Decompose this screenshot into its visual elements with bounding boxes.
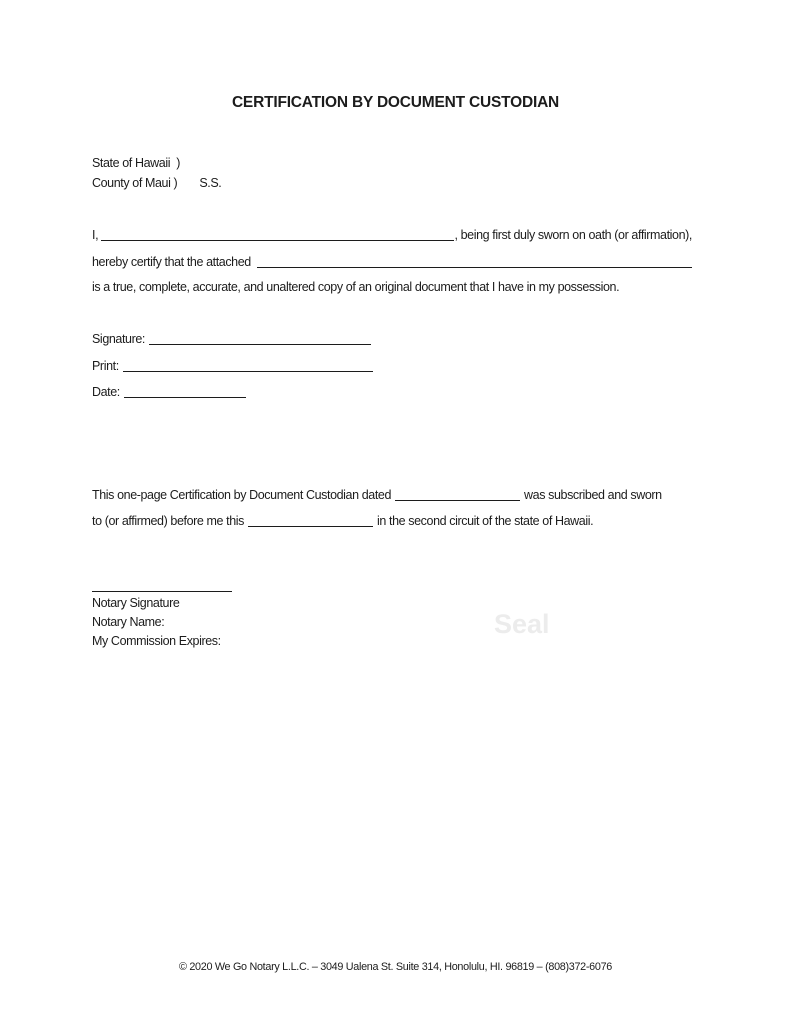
- seal-placeholder: Seal: [494, 609, 550, 639]
- certification-paragraph: [92, 227, 692, 307]
- certification-line-3-text: is a true, complete, accurate, and unaltered copy of an original document that I have in my possession.: [92, 280, 620, 294]
- venue-county-line: County of Maui ): [92, 175, 178, 190]
- jurat-line-1-tail: was subscribed and sworn: [524, 488, 662, 502]
- document-title: CERTIFICATION BY DOCUMENT CUSTODIAN: [231, 94, 560, 111]
- print-field-row: [92, 358, 692, 385]
- jurat-sworn-date-blank: [248, 515, 373, 527]
- notary-signature-line: [92, 580, 232, 592]
- signature-fields-block: [92, 331, 692, 411]
- jurat-paragraph: [92, 487, 692, 538]
- certification-line-1: [92, 227, 692, 254]
- certification-line-1-tail: , being first duly sworn on oath (or affirmation),: [454, 228, 692, 242]
- signature-label: Signature:: [92, 332, 145, 346]
- affiant-name-blank: [101, 229, 454, 241]
- jurat-line-2: [92, 513, 692, 539]
- jurat-line-1: [92, 487, 692, 513]
- certification-line-3: [92, 280, 692, 307]
- certification-line-1-lead: I,: [92, 228, 99, 242]
- jurat-line-2-tail: in the second circuit of the state of Hawaii.: [377, 513, 594, 528]
- venue-block: [92, 154, 221, 193]
- notary-commission-label: My Commission Expires:: [92, 633, 221, 648]
- date-label: Date:: [92, 385, 120, 399]
- venue-state-line: State of Hawaii ): [92, 156, 180, 170]
- signature-field-row: [92, 331, 692, 358]
- certification-line-2-lead: hereby certify that the attached: [92, 254, 254, 269]
- certification-line-2: [92, 254, 692, 281]
- footer-text: © 2020 We Go Notary L.L.C. – 3049 Ualena St. Suite 314, Honolulu, HI. 96819 – (808)372-6076: [178, 961, 613, 973]
- signature-blank: [149, 333, 371, 345]
- jurat-line-1-lead: This one-page Certification by Document Custodian dated: [92, 488, 392, 502]
- print-name-blank: [123, 360, 373, 372]
- notary-signature-label: Notary Signature: [92, 596, 180, 610]
- date-blank: [124, 386, 246, 398]
- notary-block: [92, 580, 232, 650]
- jurat-dated-blank: [395, 489, 520, 501]
- attached-document-blank: [257, 256, 692, 268]
- venue-ss-label: S.S.: [199, 175, 222, 190]
- print-name-label: Print:: [92, 358, 119, 373]
- date-field-row: [92, 384, 692, 411]
- jurat-line-2-lead: to (or affirmed) before me this: [92, 513, 245, 528]
- notary-name-label: Notary Name:: [92, 614, 165, 629]
